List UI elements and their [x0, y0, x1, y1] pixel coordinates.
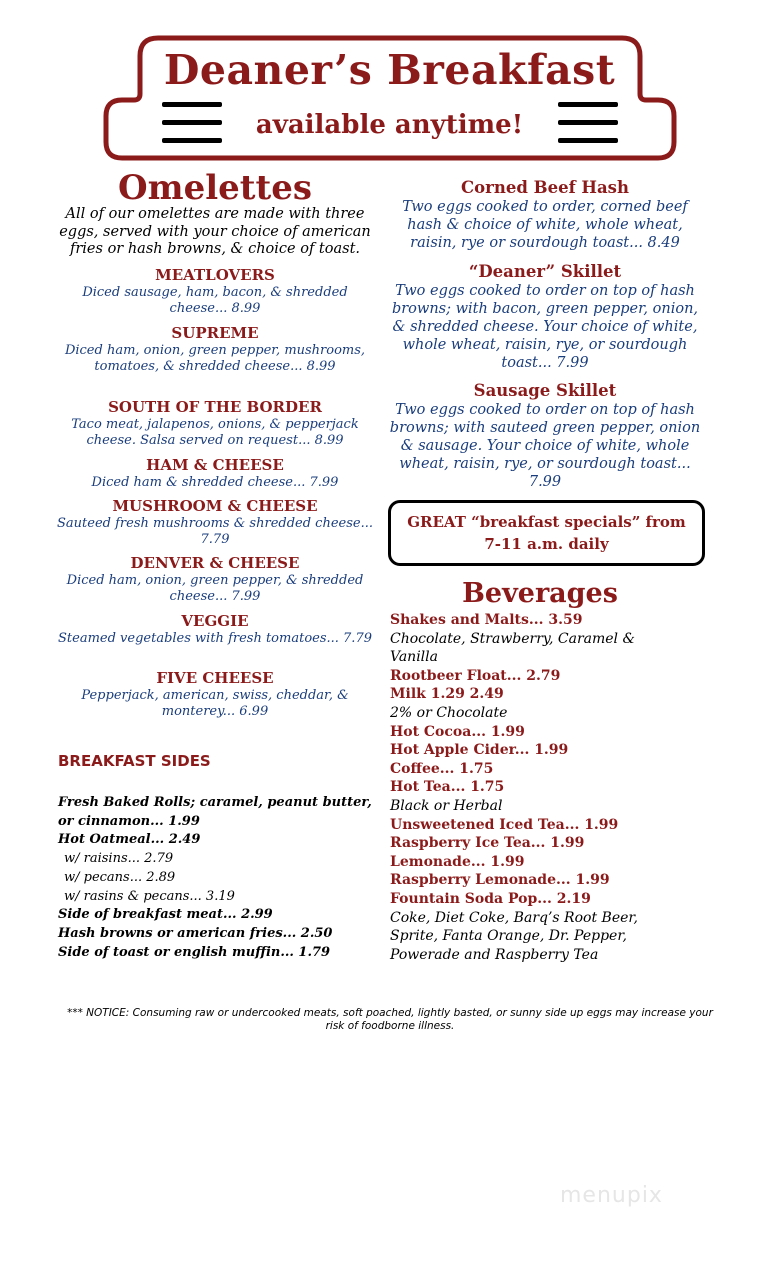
food-safety-notice: *** NOTICE: Consuming raw or undercooked meats, soft poached, lightly basted, or sunny side up eggs may increase your risk of foodborne illness.	[67, 1007, 713, 1032]
omelette-desc: Diced ham, onion, green pepper, mushrooms, tomatoes, & shredded cheese... 8.99	[64, 343, 366, 374]
omelettes-intro: All of our omelettes are made with three eggs, served with your choice of american fries or hash browns, & choice of toast.	[59, 206, 371, 257]
omelette-desc: Sauteed fresh mushrooms & shredded cheese... 7.79	[57, 516, 373, 547]
beverage-item: Unsweetened Iced Tea... 1.99	[390, 816, 619, 833]
beverage-item: Lemonade... 1.99	[390, 853, 525, 870]
omelette-item	[55, 398, 375, 449]
omelette-desc: Steamed vegetables with fresh tomatoes... 7.79	[58, 631, 372, 646]
omelette-desc: Diced ham & shredded cheese... 7.99	[91, 475, 339, 490]
menu-item	[385, 262, 705, 372]
beverage-note: Powerade and Raspberry Tea	[390, 946, 599, 963]
menu-item	[385, 178, 705, 252]
omelette-name: SOUTH OF THE BORDER	[108, 398, 322, 416]
beverage-note: Coke, Diet Coke, Barq’s Root Beer,	[390, 909, 638, 926]
item-name: Sausage Skillet	[473, 381, 617, 400]
omelette-name: MUSHROOM & CHEESE	[112, 497, 318, 515]
menu-item	[385, 381, 705, 491]
omelette-desc: Diced ham, onion, green pepper, & shredded cheese... 7.99	[66, 573, 364, 604]
omelette-desc: Pepperjack, american, swiss, cheddar, & monterey... 6.99	[81, 688, 349, 719]
beverage-item: Hot Tea... 1.75	[390, 779, 505, 796]
omelettes-heading: Omelettes	[118, 168, 312, 208]
omelette-item	[55, 554, 375, 605]
side-option: w/ pecans... 2.89	[64, 869, 176, 885]
beverages-list	[390, 611, 690, 964]
beverage-item: Raspberry Ice Tea... 1.99	[390, 835, 585, 852]
side-option: w/ rasins & pecans... 3.19	[64, 888, 235, 904]
omelette-name: SUPREME	[171, 324, 259, 342]
beverage-note: Sprite, Fanta Orange, Dr. Pepper,	[390, 928, 627, 945]
side-item: Hot Oatmeal... 2.49	[58, 832, 201, 848]
side-item: Hash browns or american fries... 2.50	[58, 925, 333, 941]
side-item: Fresh Baked Rolls; caramel, peanut butter,	[58, 795, 372, 810]
omelette-name: VEGGIE	[181, 612, 249, 630]
side-item: Side of toast or english muffin... 1.79	[58, 944, 331, 960]
beverage-note: Chocolate, Strawberry, Caramel &	[390, 630, 635, 647]
item-name: Corned Beef Hash	[461, 178, 629, 197]
omelette-name: MEATLOVERS	[155, 266, 275, 284]
beverages-heading: Beverages	[462, 578, 618, 609]
item-desc: Two eggs cooked to order, corned beef hash & choice of white, whole wheat, raisin, rye or sourdough toast... 8.49	[402, 199, 688, 251]
beverage-item: Milk 1.29 2.49	[390, 686, 504, 703]
beverage-note: 2% or Chocolate	[390, 704, 508, 721]
side-option: w/ raisins... 2.79	[64, 851, 174, 867]
watermark-logo: menupix	[560, 1183, 663, 1208]
omelette-item	[55, 456, 375, 491]
omelette-name: HAM & CHEESE	[146, 456, 284, 474]
omelette-desc: Diced sausage, ham, bacon, & shredded cheese... 8.99	[82, 285, 348, 316]
beverage-item: Raspberry Lemonade... 1.99	[390, 872, 610, 889]
omelette-item	[55, 669, 375, 720]
beverage-item: Shakes and Malts... 3.59	[390, 612, 583, 628]
beverage-item: Hot Cocoa... 1.99	[390, 723, 525, 740]
sides-list	[58, 794, 378, 962]
omelette-item	[55, 497, 375, 548]
omelette-item	[55, 266, 375, 317]
sides-heading: BREAKFAST SIDES	[58, 752, 211, 770]
omelette-name: DENVER & CHEESE	[130, 554, 300, 572]
side-item: or cinnamon... 1.99	[58, 813, 200, 829]
menu-subtitle: available anytime!	[255, 110, 524, 140]
beverage-item: Coffee... 1.75	[390, 760, 494, 777]
omelette-name: FIVE CHEESE	[156, 669, 274, 687]
item-desc: Two eggs cooked to order on top of hash browns; with sauteed green pepper, onion & sausage. Your choice of white, whole wheat, raisin, rye, or sourdough toast... 7.99	[389, 402, 701, 490]
side-item: Side of breakfast meat... 2.99	[58, 907, 273, 923]
omelette-item	[55, 612, 375, 647]
item-name: “Deaner” Skillet	[468, 262, 622, 281]
beverage-note: Vanilla	[390, 649, 438, 666]
omelette-desc: Taco meat, jalapenos, onions, & pepperjack cheese. Salsa served on request... 8.99	[71, 417, 359, 448]
beverage-note: Black or Herbal	[390, 797, 503, 814]
beverage-item: Fountain Soda Pop... 2.19	[390, 890, 591, 907]
beverage-item: Hot Apple Cider... 1.99	[390, 742, 569, 759]
item-desc: Two eggs cooked to order on top of hash browns; with bacon, green pepper, onion, & shredded cheese. Your choice of white, whole wheat, raisin, rye, or sourdough toast... 7.99	[391, 283, 699, 371]
omelette-item	[55, 324, 375, 375]
beverage-item: Rootbeer Float... 2.79	[390, 667, 561, 684]
menu-title: Deaner’s Breakfast	[163, 46, 616, 94]
specials-box	[388, 500, 705, 566]
specials-text: GREAT “breakfast specials” from 7-11 a.m. daily	[407, 513, 686, 553]
